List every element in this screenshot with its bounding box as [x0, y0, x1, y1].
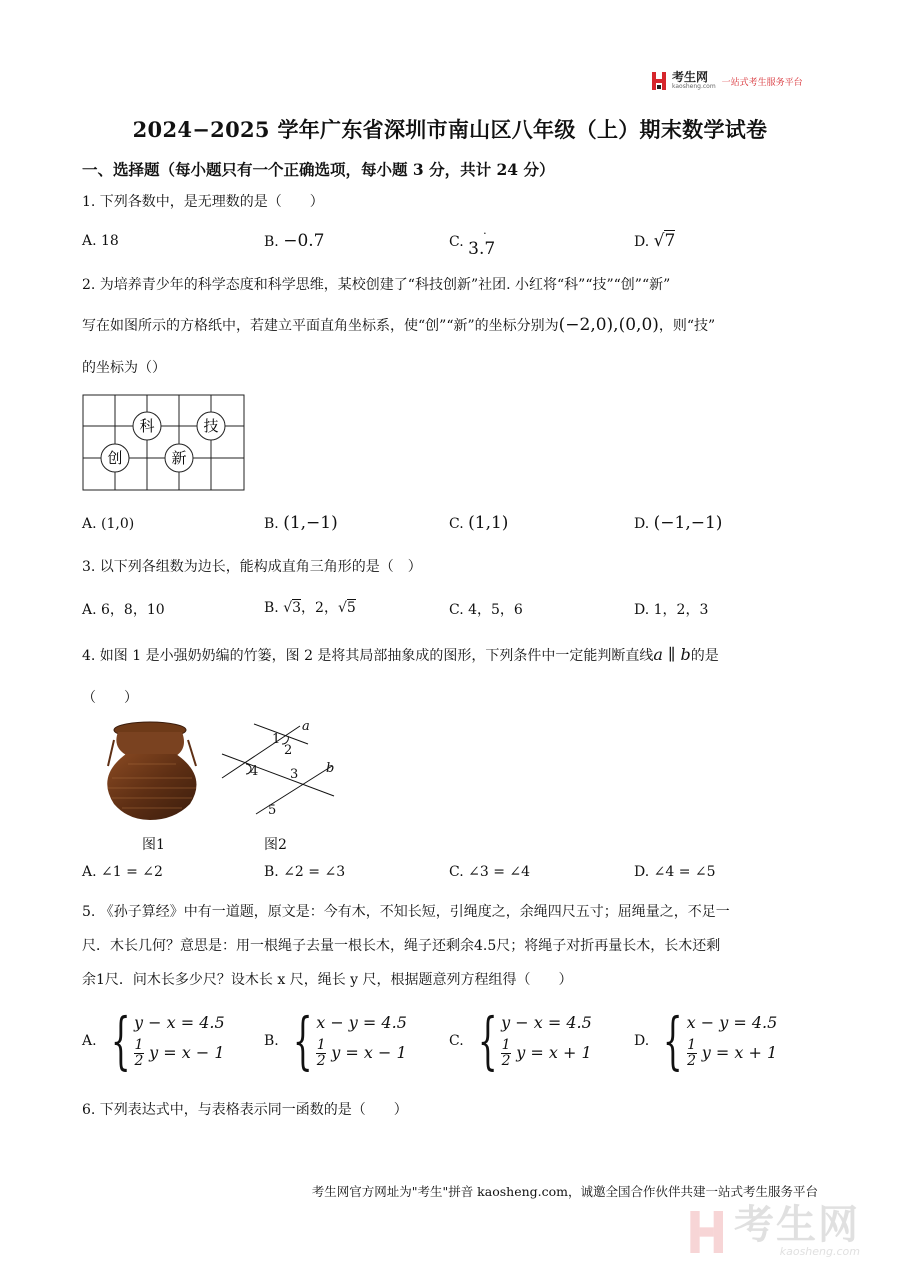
- q5-option-b: B. { x − y = 4.5 $\frac{1}{2}$ y = x − 1: [264, 1004, 407, 1077]
- fig2-label-b: b: [326, 761, 335, 776]
- q1-option-a: A. 18: [82, 233, 119, 249]
- kaosheng-logo-icon: [652, 72, 668, 90]
- q4-stem: 4. 如图 1 是小强奶奶编的竹篓，图 2 是将其局部抽象成的图形，下列条件中一定能判断直线a ∥ b的是: [82, 645, 719, 664]
- fig2-angle-4: 4: [250, 764, 259, 779]
- option-label: B.: [264, 234, 279, 250]
- q2-line3: 的坐标为（）: [82, 360, 166, 376]
- grid-char-xin: 新: [171, 449, 187, 467]
- q5-option-a: A. { y − x = 4.5 $\frac{1}{2}$ y = x − 1: [82, 1004, 225, 1077]
- fig2-angle-2: 2: [284, 743, 293, 758]
- q2-line1: 2. 为培养青少年的科学态度和科学思维，某校创建了“科技创新”社团. 小红将“科”“技”“创”“新”: [82, 277, 671, 293]
- q2-option-a: A. (1,0): [82, 516, 135, 532]
- option-label: C.: [449, 234, 464, 250]
- page-title: 2024−2025 学年广东省深圳市南山区八年级（上）期末数学试卷: [132, 117, 768, 142]
- q4-option-a: A. ∠1 = ∠2: [82, 864, 163, 880]
- watermark-text: 考生网: [734, 1202, 860, 1248]
- q1-c-value: 3.7: [468, 239, 496, 259]
- q3-stem: 3. 以下列各组数为边长，能构成直角三角形的是（ ）: [82, 559, 422, 575]
- sqrt-symbol: √: [653, 231, 665, 251]
- fig1-caption: 图1: [142, 837, 165, 853]
- option-label: D.: [634, 234, 650, 250]
- q4-paren: （ ）: [82, 690, 138, 706]
- logo-name: 考生网: [672, 70, 709, 84]
- watermark-logo-icon: [690, 1211, 728, 1253]
- q4-option-b: B. ∠2 = ∠3: [264, 864, 346, 880]
- q1-option-b: [264, 231, 324, 251]
- q2-line2: 写在如图所示的方格纸中，若建立平面直角坐标系，使“创”“新”的坐标分别为(−2,0),(0,0)，则“技”: [82, 315, 716, 335]
- q1-stem: 1. 下列各数中，是无理数的是（ ）: [82, 194, 324, 210]
- q2-option-c: C. (1,1): [449, 513, 509, 533]
- repeating-dot: ·: [483, 227, 487, 240]
- q1-option-c: [449, 227, 496, 259]
- q3-option-b: B. √3，2，√5: [264, 600, 356, 616]
- grid-char-ke: 科: [139, 417, 155, 435]
- q5-line2: 尺．木长几何？意思是：用一根绳子去量一根长木，绳子还剩余4.5尺；将绳子对折再量长木，长木还剩: [82, 938, 721, 954]
- logo-slogan: 一站式考生服务平台: [721, 77, 803, 88]
- q2-grid-figure: [82, 394, 246, 496]
- q1-d-value: 7: [664, 231, 676, 251]
- q4-fig2-lines: [216, 716, 342, 824]
- grid-char-chuang: 创: [107, 449, 123, 467]
- q3-option-a: A. 6，8，10: [82, 602, 165, 618]
- q3-option-c: C. 4，5，6: [449, 602, 523, 618]
- section-heading: 一、选择题（每小题只有一个正确选项，每小题 3 分，共计 24 分）: [82, 160, 555, 179]
- header-logo: [652, 72, 803, 90]
- watermark: [690, 1202, 860, 1258]
- fig2-angle-5: 5: [268, 803, 277, 818]
- q5-line3: 余1尺．问木长多少尺？设木长 x 尺，绳长 y 尺，根据题意列方程组得（ ）: [82, 972, 573, 988]
- q5-option-d: D. { x − y = 4.5 $\frac{1}{2}$ y = x + 1: [634, 1004, 778, 1077]
- q5-line1: 5. 《孙子算经》中有一道题，原文是：今有木，不知长短，引绳度之，余绳四尺五寸；屈绳量之，不足一: [82, 904, 730, 920]
- fig2-caption: 图2: [264, 837, 287, 853]
- page-footer: 考生网官方网址为"考生"拼音 kaosheng.com，诚邀全国合作伙伴共建一站式考生服务平台: [311, 1184, 818, 1199]
- q1-option-d: [634, 231, 675, 251]
- logo-domain: kaosheng.com: [672, 83, 716, 90]
- q5-option-c: C. { y − x = 4.5 $\frac{1}{2}$ y = x + 1: [449, 1004, 592, 1077]
- q2-option-d: D. (−1,−1): [634, 513, 723, 533]
- watermark-domain: kaosheng.com: [779, 1245, 860, 1258]
- q2-coords: (−2,0),(0,0): [558, 315, 659, 335]
- q6-stem: 6. 下列表达式中，与表格表示同一函数的是（ ）: [82, 1102, 408, 1118]
- fig2-angle-1: 1: [272, 732, 281, 747]
- basket-image: [98, 718, 206, 828]
- fig2-angle-3: 3: [290, 767, 299, 782]
- q2-option-b: B. (1,−1): [264, 513, 338, 533]
- q4-option-d: D. ∠4 = ∠5: [634, 864, 716, 880]
- grid-char-ji: 技: [203, 417, 219, 435]
- q4-option-c: C. ∠3 = ∠4: [449, 864, 531, 880]
- q3-option-d: D. 1，2，3: [634, 602, 709, 618]
- q1-b-value: −0.7: [283, 231, 325, 251]
- fig2-label-a: a: [302, 719, 310, 734]
